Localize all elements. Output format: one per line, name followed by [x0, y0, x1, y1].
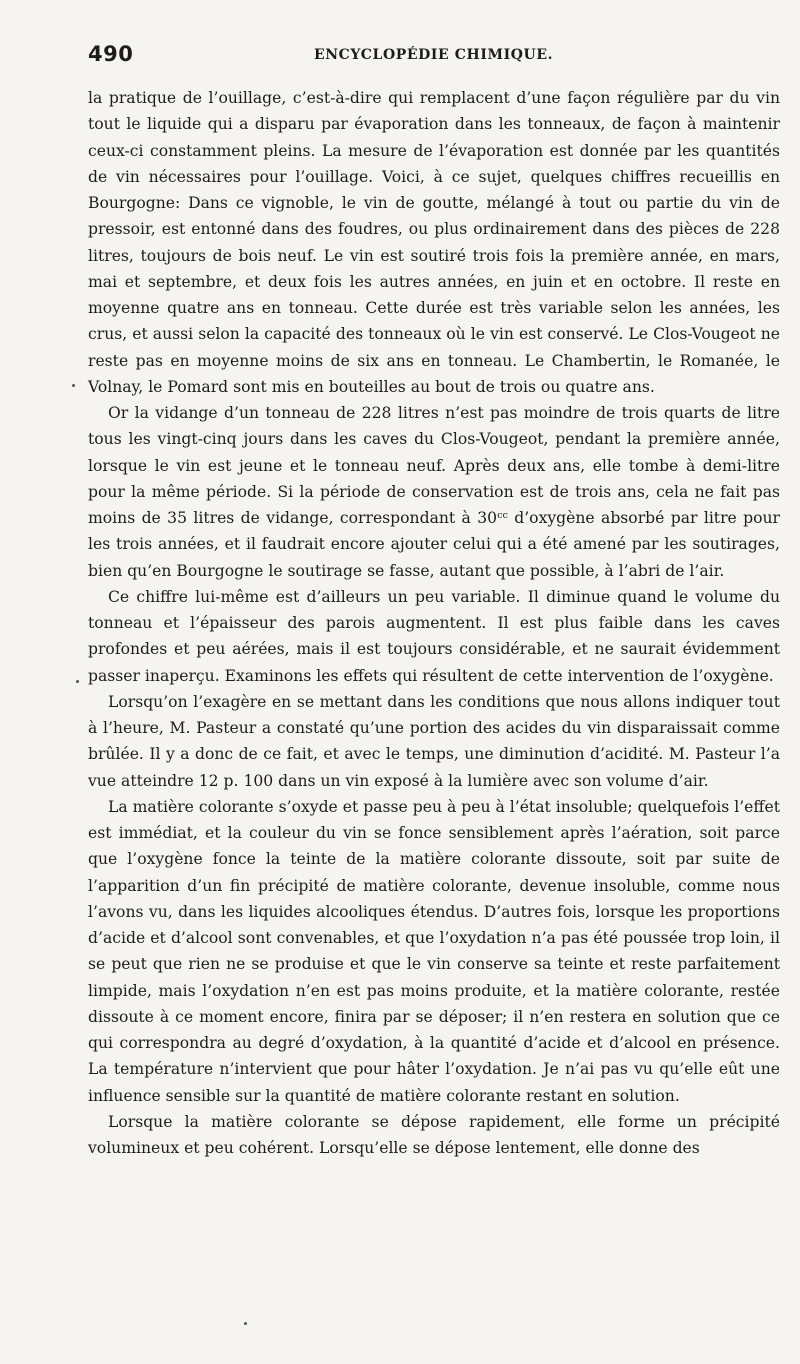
body-text — [88, 85, 780, 1161]
running-title: ENCYCLOPÉDIE CHIMIQUE. — [314, 47, 554, 63]
paragraph-pasteur: Lorsqu’on l’exagère en se mettant dans les conditions que nous allons indiquer tout à l’heure, M. Pasteur a constaté qu’une portion des acides du vin disparaissait comme brûlée. Il y a donc de ce fait, et avec le temps, une diminution d’acidité. M. Pasteur l’a vue atteindre 12 p. 100 dans un vin exposé à la lumière avec son volume d’air. — [88, 692, 780, 790]
page-number: 490 — [88, 42, 134, 66]
ink-speck — [72, 384, 75, 387]
ink-speck — [76, 680, 79, 683]
paragraph-chiffre: Ce chiffre lui-même est d’ailleurs un peu variable. Il diminue quand le volume du tonneau et l’épaisseur des parois augmentent. Il est plus faible dans les caves profondes et peu aérées, mais il est toujours considérable, et ne saurait évidemment passer inaperçu. Examinons les effets qui résultent de cette intervention de l’oxygène. — [88, 587, 780, 685]
ink-speck — [244, 1322, 247, 1325]
paragraph-vidange: Or la vidange d’un tonneau de 228 litres n’est pas moindre de trois quarts de litre tous les vingt-cinq jours dans les caves du Clos-Vougeot, pendant la première année, lorsque le vin est jeune et le tonneau neuf. Après deux ans, elle tombe à demi-litre pour la même période. Si la période de conservation est de trois ans, cela ne fait pas moins de 35 litres de vidange, correspondant à 30ᶜᶜ d’oxygène absorbé par litre pour les trois années, et il faudrait encore ajouter celui qui a été amené par les soutirages, bien qu’en Bourgogne le soutirage se fasse, autant que possible, à l’abri de l’air. — [88, 404, 780, 580]
page-header — [88, 42, 778, 76]
paragraph-matiere-colorante: La matière colorante s’oxyde et passe peu à peu à l’état insoluble; quelquefois l’effet est immédiat, et la couleur du vin se fonce sensiblement après l’aération, soit parce que l’oxygène fonce la teinte de la matière colorante dissoute, soit par suite de l’apparition d’un fin précipité de matière colorante, devenue insoluble, comme nous l’avons vu, dans les liquides alcooliques étendus. D’autres fois, lorsque les proportions d’acide et d’alcool sont convenables, et que l’oxydation n’a pas été poussée trop loin, il se peut que rien ne se produise et que le vin conserve sa teinte et reste parfaitement limpide, mais l’oxydation n’en est pas moins produite, et la matière colorante, restée dissoute à ce moment encore, finira par se déposer; il n’en restera en solution que ce qui correspondra au degré d’oxydation, à la quantité d’acide et d’alcool en présence. La température n’intervient que pour hâter l’oxydation. Je n’ai pas vu qu’elle eût une influence sensible sur la quantité de matière colorante restant en solution. — [88, 797, 780, 1105]
paragraph-depot: Lorsque la matière colorante se dépose rapidement, elle forme un précipité volumineux et peu cohérent. Lorsqu’elle se dépose lentement, elle donne des — [88, 1112, 780, 1157]
paragraph-ouillage: la pratique de l’ouillage, c’est-à-dire qui remplacent d’une façon régulière par du vin tout le liquide qui a disparu par évaporation dans les tonneaux, de façon à maintenir ceux-ci constamment pleins. La mesure de l’évaporation est donnée par les quantités de vin nécessaires pour l’ouillage. Voici, à ce sujet, quelques chiffres recueillis en Bourgogne: Dans ce vignoble, le vin de goutte, mélangé à tout ou partie du vin de pressoir, est entonné dans des foudres, ou plus ordinairement dans des pièces de 228 litres, toujours de bois neuf. Le vin est soutiré trois fois la première année, en mars, mai et septembre, et deux fois les autres années, en juin et en octobre. Il reste en moyenne quatre ans en tonneau. Cette durée est très variable selon les années, les crus, et aussi selon la capacité des tonneaux où le vin est conservé. Le Clos-Vougeot ne reste pas en moyenne moins de six ans en tonneau. Le Chambertin, le Romanée, le Volnay, le Pomard sont mis en bouteilles au bout de trois ou quatre ans. — [88, 89, 780, 396]
